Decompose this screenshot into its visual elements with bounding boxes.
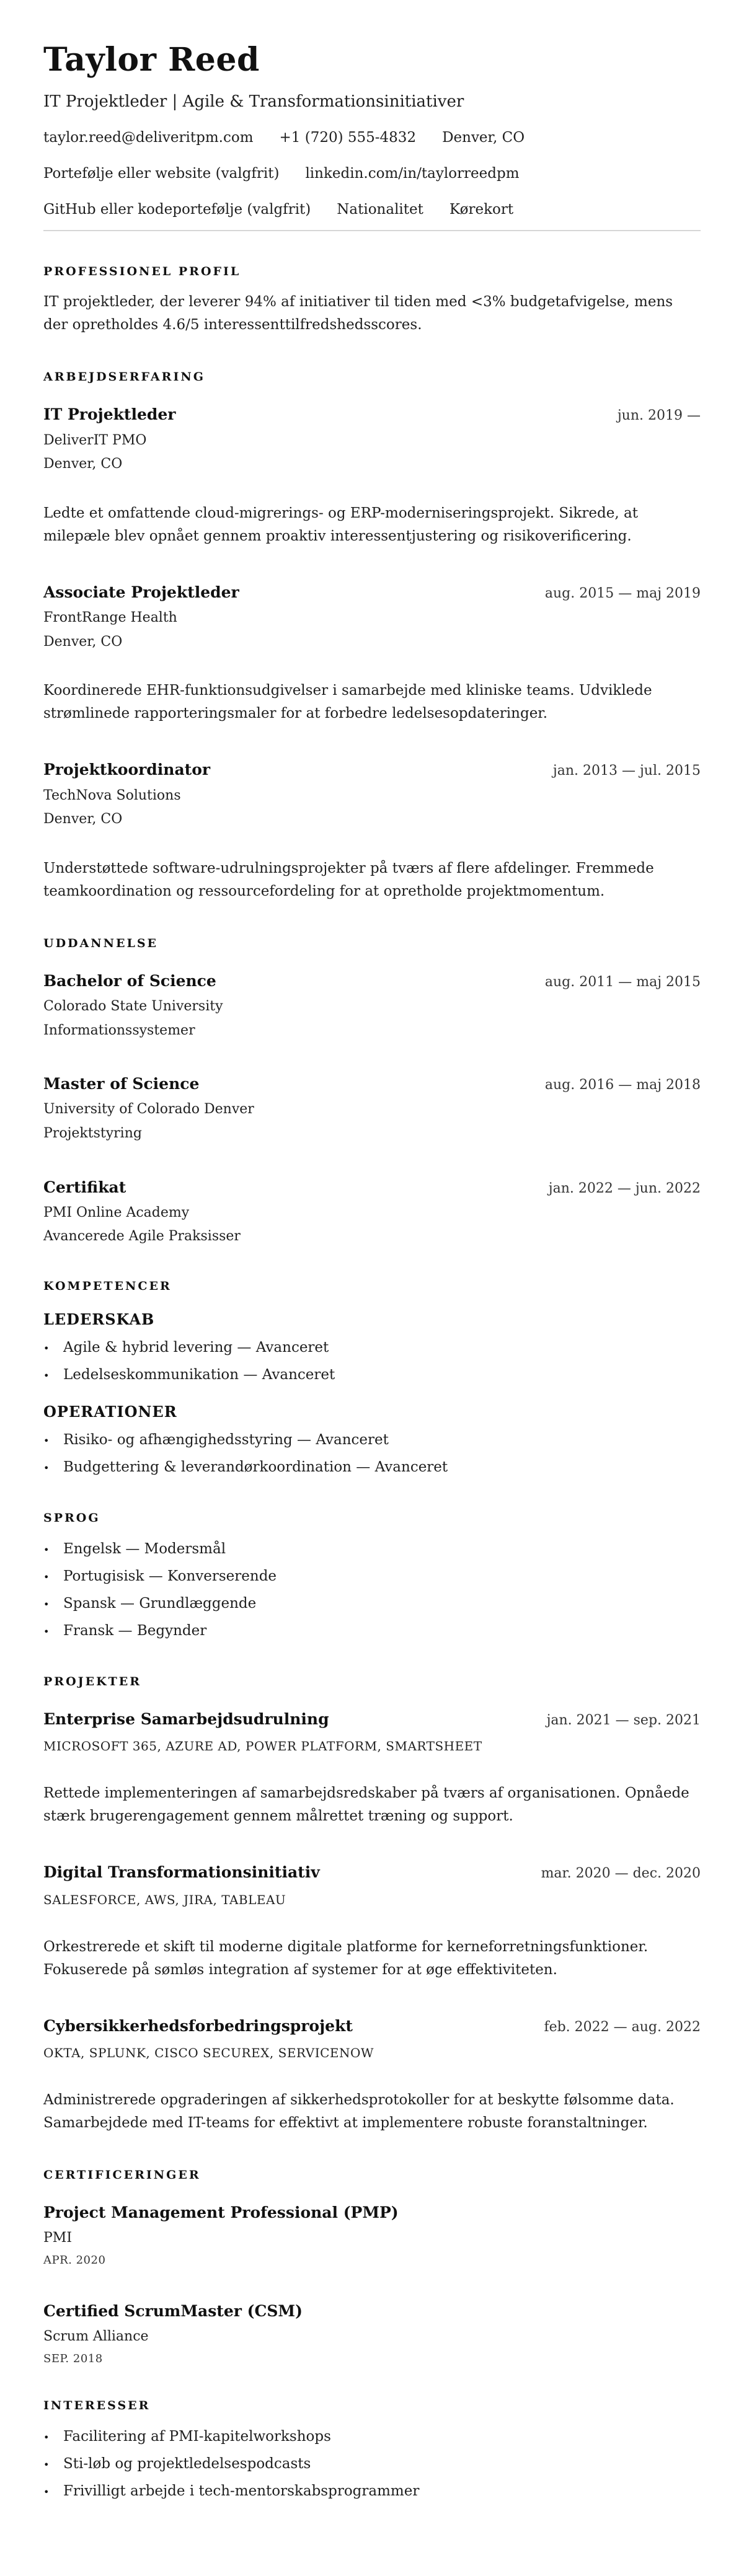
project-title: Enterprise Samarbejdsudrulning	[43, 1710, 329, 1729]
list-item	[43, 1458, 701, 1478]
section-heading-projects: PROJEKTER	[43, 1675, 142, 1689]
bullet-icon: •	[43, 2486, 50, 2498]
job-title: Associate Projektleder	[43, 583, 239, 601]
interest-item: Frivilligt arbejde i tech-mentorskabsprogrammer	[63, 2482, 420, 2499]
language-item: Portugisisk — Konverserende	[63, 1568, 277, 1585]
job-title: IT Projektleder	[43, 405, 176, 424]
list-item	[43, 1365, 701, 1385]
section-heading-profile: PROFESSIONEL PROFIL	[43, 265, 241, 279]
job-description: Understøttede software-udrulningsprojekter på tværs af flere afdelinger. Fremmede teamkoordination og ressourcefordeling for at opretholde projektmomentum.	[43, 860, 654, 899]
contact-row-extra	[43, 201, 701, 219]
section-profile	[43, 265, 701, 337]
competency-list	[43, 1338, 701, 1385]
degree-title: Master of Science	[43, 1075, 200, 1093]
header-divider	[43, 230, 701, 231]
project-tech-stack: SALESFORCE, AWS, JIRA, TABLEAU	[43, 1892, 286, 1907]
competency-group-leadership	[43, 1310, 701, 1385]
project-description: Administrerede opgraderingen af sikkerhedsprotokoller for at beskytte følsomme data. Samarbejdede med IT-teams for effektivt at implementere robuste foranstaltninger.	[43, 2091, 675, 2131]
experience-entry	[43, 760, 701, 902]
education-entry	[43, 1074, 701, 1142]
project-entry	[43, 1709, 701, 1828]
section-languages	[43, 1511, 701, 1641]
section-interests	[43, 2399, 701, 2502]
job-company: DeliverIT PMO	[43, 432, 147, 448]
experience-entry	[43, 583, 701, 725]
certification-title: Project Management Professional (PMP)	[43, 2203, 399, 2221]
section-heading-certifications: CERTIFICERINGER	[43, 2168, 201, 2182]
education-dates: aug. 2016 — maj 2018	[544, 1077, 701, 1093]
project-title: Digital Transformationsinitiativ	[43, 1863, 320, 1882]
competency-item: Budgettering & leverandørkoordination — Avanceret	[63, 1459, 448, 1476]
resume-name: Taylor Reed	[43, 41, 260, 79]
bullet-icon: •	[43, 1544, 50, 1556]
competency-item: Ledelseskommunikation — Avanceret	[63, 1367, 335, 1383]
experience-entry-header	[43, 405, 701, 424]
job-company: TechNova Solutions	[43, 787, 181, 803]
section-heading-education: UDDANNELSE	[43, 936, 159, 950]
contact-github-placeholder: GitHub eller kodeportefølje (valgfrit)	[43, 201, 311, 218]
resume-subtitle: IT Projektleder | Agile & Transformationsinitiativer	[43, 92, 464, 111]
list-item	[43, 2455, 701, 2474]
project-description: Orkestrerede et skift til moderne digitale platforme for kerneforretningsfunktioner. Fokuserede på sømløs integration af systemer for at øge effektiviteten.	[43, 1938, 649, 1978]
education-school: University of Colorado Denver	[43, 1101, 254, 1118]
contact-portfolio-placeholder: Portefølje eller website (valgfrit)	[43, 165, 280, 182]
education-entry-header	[43, 1178, 701, 1197]
education-school: PMI Online Academy	[43, 1204, 190, 1220]
job-description: Koordinerede EHR-funktionsudgivelser i samarbejde med kliniske teams. Udviklede strømlinede rapporteringsmaler for at forbedre ledelsesopdateringer.	[43, 682, 652, 722]
project-entry	[43, 1863, 701, 1981]
job-dates: aug. 2015 — maj 2019	[544, 585, 701, 601]
job-location: Denver, CO	[43, 633, 123, 650]
interest-item: Sti-løb og projektledelsespodcasts	[63, 2455, 311, 2472]
list-item	[43, 1621, 701, 1641]
certification-date: SEP. 2018	[43, 2352, 103, 2365]
degree-title: Bachelor of Science	[43, 971, 216, 990]
job-location: Denver, CO	[43, 811, 123, 827]
project-description: Rettede implementeringen af samarbejdsredskaber på tværs af organisationen. Opnåede stærk brugerengagement gennem målrettet træning og support.	[43, 1785, 689, 1825]
bullet-icon: •	[43, 2431, 50, 2443]
education-field: Avancerede Agile Praksisser	[43, 1228, 241, 1245]
job-description: Ledte et omfattende cloud-migrerings- og ERP-moderniseringsprojekt. Sikrede, at milepæle blev opnået gennem proaktiv interessentjustering og risikoverificering.	[43, 505, 638, 544]
bullet-icon: •	[43, 1462, 50, 1475]
project-tech-stack: OKTA, SPLUNK, CISCO SECUREX, SERVICENOW	[43, 2045, 374, 2060]
experience-entry-header	[43, 760, 701, 779]
education-dates: aug. 2011 — maj 2015	[544, 974, 701, 990]
contact-phone: +1 (720) 555-4832	[279, 129, 417, 146]
project-tech-stack: MICROSOFT 365, AZURE AD, POWER PLATFORM, SMARTSHEET	[43, 1739, 482, 1754]
section-heading-competencies: KOMPETENCER	[43, 1279, 172, 1294]
list-item	[43, 1540, 701, 1559]
section-education	[43, 937, 701, 1246]
project-dates: feb. 2022 — aug. 2022	[544, 2019, 701, 2035]
competency-group-operations	[43, 1403, 701, 1478]
degree-title: Certifikat	[43, 1178, 126, 1196]
project-title: Cybersikkerhedsforbedringsprojekt	[43, 2016, 353, 2035]
bullet-icon: •	[43, 1571, 50, 1584]
education-field: Informationssystemer	[43, 1022, 195, 1038]
language-item: Engelsk — Modersmål	[63, 1541, 226, 1558]
education-school: Colorado State University	[43, 999, 223, 1015]
project-entry-header	[43, 1863, 701, 1882]
contact-email: taylor.reed@deliveritpm.com	[43, 129, 254, 146]
bullet-icon: •	[43, 1343, 50, 1355]
education-field: Projektstyring	[43, 1126, 142, 1142]
education-entry-header	[43, 1074, 701, 1093]
project-entry	[43, 2016, 701, 2135]
job-title: Projektkoordinator	[43, 761, 211, 779]
section-heading-languages: SPROG	[43, 1511, 100, 1525]
competency-item: Risiko- og afhængighedsstyring — Avanceret	[63, 1432, 389, 1449]
certification-entry	[43, 2203, 701, 2267]
list-item	[43, 2427, 701, 2447]
contact-row-links	[43, 165, 701, 183]
experience-entry-header	[43, 583, 701, 602]
competency-item: Agile & hybrid levering — Avanceret	[63, 1339, 329, 1356]
bullet-icon: •	[43, 1370, 50, 1382]
competency-list	[43, 1431, 701, 1478]
education-entry	[43, 971, 701, 1039]
bullet-icon: •	[43, 1435, 50, 1447]
competency-group-title: LEDERSKAB	[43, 1310, 155, 1329]
list-item	[43, 1338, 701, 1358]
section-heading-interests: INTERESSER	[43, 2398, 151, 2412]
contact-row-primary	[43, 129, 701, 148]
section-certifications	[43, 2168, 701, 2365]
certification-title: Certified ScrumMaster (CSM)	[43, 2301, 303, 2320]
bullet-icon: •	[43, 2458, 50, 2471]
certification-issuer: Scrum Alliance	[43, 2328, 149, 2344]
job-dates: jan. 2013 — jul. 2015	[552, 763, 701, 779]
experience-entry	[43, 405, 701, 547]
resume-header	[43, 43, 701, 219]
contact-linkedin: linkedin.com/in/taylorreedpm	[305, 165, 520, 182]
section-projects	[43, 1675, 701, 2135]
language-item: Fransk — Begynder	[63, 1623, 207, 1639]
contact-driverslicense-placeholder: Kørekort	[449, 201, 514, 218]
project-entry-header	[43, 1709, 701, 1729]
list-item	[43, 1431, 701, 1450]
list-item	[43, 1594, 701, 1614]
bullet-icon: •	[43, 1599, 50, 1611]
bullet-icon: •	[43, 1626, 50, 1638]
project-dates: mar. 2020 — dec. 2020	[541, 1866, 701, 1882]
project-dates: jan. 2021 — sep. 2021	[546, 1713, 701, 1729]
job-location: Denver, CO	[43, 456, 123, 472]
contact-nationality-placeholder: Nationalitet	[337, 201, 423, 218]
project-entry-header	[43, 2016, 701, 2036]
education-entry	[43, 1178, 701, 1246]
list-item	[43, 2482, 701, 2502]
section-competencies	[43, 1279, 701, 1478]
education-dates: jan. 2022 — jun. 2022	[548, 1180, 701, 1196]
certification-date: APR. 2020	[43, 2253, 106, 2267]
interest-item: Facilitering af PMI-kapitelworkshops	[63, 2428, 331, 2445]
list-item	[43, 1567, 701, 1587]
certification-issuer: PMI	[43, 2230, 73, 2246]
job-company: FrontRange Health	[43, 610, 177, 626]
section-experience	[43, 370, 701, 902]
competency-group-title: OPERATIONER	[43, 1403, 177, 1421]
interest-list	[43, 2427, 701, 2502]
education-entry-header	[43, 971, 701, 990]
section-heading-experience: ARBEJDSERFARING	[43, 370, 205, 384]
certification-entry	[43, 2301, 701, 2365]
job-dates: jun. 2019 —	[617, 408, 701, 424]
language-item: Spansk — Grundlæggende	[63, 1595, 257, 1612]
contact-location: Denver, CO	[442, 129, 525, 146]
profile-summary: IT projektleder, der leverer 94% af initiativer til tiden med <3% budgetafvigelse, mens der opretholdes 4.6/5 interessenttilfredshedsscores.	[43, 294, 673, 333]
language-list	[43, 1540, 701, 1641]
